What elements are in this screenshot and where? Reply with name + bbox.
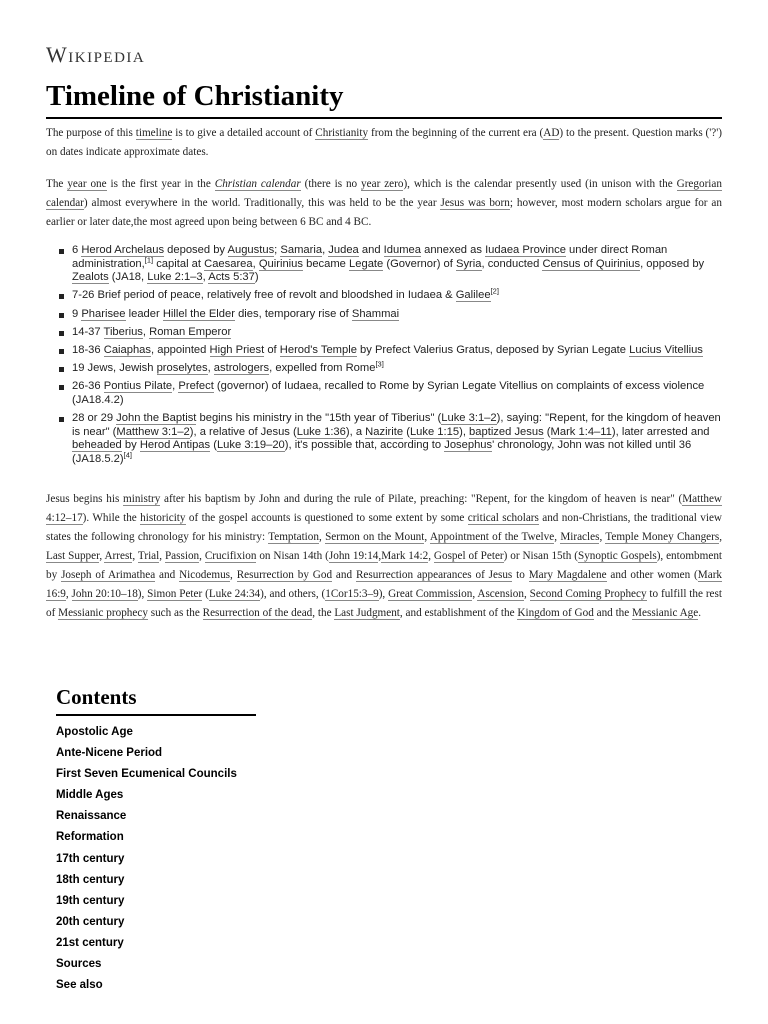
link-mark-1-4-11[interactable]: Mark 1:4–11 bbox=[550, 425, 612, 438]
link-prefect[interactable]: Prefect bbox=[178, 380, 214, 393]
link-matthew-3-1-2[interactable]: Matthew 3:1–2 bbox=[116, 425, 190, 438]
toc-item-18th-century[interactable]: 18th century bbox=[56, 873, 125, 886]
link-astrologers[interactable]: astrologers bbox=[213, 362, 270, 375]
list-item: 9 Pharisee leader Hillel the Elder dies, temporary rise of Shammai bbox=[58, 308, 722, 322]
link-luke-24-34[interactable]: Luke 24:34 bbox=[208, 588, 261, 600]
toc-item-ecumenical-councils[interactable]: First Seven Ecumenical Councils bbox=[56, 768, 237, 781]
link-1cor-15-3-9[interactable]: 1Cor15:3–9 bbox=[325, 588, 379, 600]
link-tiberius[interactable]: Tiberius bbox=[103, 325, 143, 338]
link-lucius-vitellius[interactable]: Lucius Vitellius bbox=[629, 343, 703, 356]
link-census-of-quirinius[interactable]: Census of Quirinius bbox=[542, 257, 641, 270]
link-resurrection-of-the-dead[interactable]: Resurrection of the dead bbox=[202, 607, 313, 619]
link-resurrection-appearances[interactable]: Resurrection appearances of Jesus bbox=[355, 569, 513, 581]
link-synoptic-gospels[interactable]: Synoptic Gospels bbox=[577, 550, 657, 562]
toc-item-17th-century[interactable]: 17th century bbox=[56, 852, 125, 865]
link-temptation[interactable]: Temptation bbox=[268, 531, 319, 543]
link-john-the-baptist[interactable]: John the Baptist bbox=[116, 412, 197, 425]
contents-heading: Contents bbox=[56, 684, 256, 716]
ministry-paragraph: Jesus begins his ministry after his baptism by John and during the rule of Pilate, preaching: "Repent, for the kingdom of heaven is near" (Matthew 4:12–17). While the historicity of the gospel accounts is questioned to some extent by some critical scholars and non-Christians, the traditional view states the following chronology for his ministry: Temptation, Sermon on the Mount, Appointment of the Twelve, Miracles, Temple Money Changers, Last Supper, Arrest, Trial, Passion, Crucifixion on Nisan 14th (John 19:14,Mark 14:2, Gospel of Peter) or Nisan 15th (Synoptic Gospels), entombment by Joseph of Arimathea and Nicodemus, Resurrection by God and Resurrection appearances of Jesus to Mary Magdalene and other women (Mark 16:9, John 20:10–18), Simon Peter (Luke 24:34), and others, (1Cor15:3–9), Great Commission, Ascension, Second Coming Prophecy to fulfill the rest of Messianic prophecy such as the Resurrection of the dead, the Last Judgment, and establishment of the Kingdom of God and the Messianic Age. bbox=[46, 493, 723, 619]
link-luke-1-15[interactable]: Luke 1:15 bbox=[409, 425, 460, 438]
toc-item-ante-nicene-period[interactable]: Ante-Nicene Period bbox=[56, 747, 163, 760]
link-appointment-of-the-twelve[interactable]: Appointment of the Twelve bbox=[429, 531, 555, 543]
citation-3[interactable]: [3] bbox=[375, 359, 384, 369]
citation-1[interactable]: [1] bbox=[144, 254, 154, 264]
link-pharisee[interactable]: Pharisee bbox=[81, 307, 126, 320]
link-matthew-4-12-17[interactable]: Matthew 4:12–17 bbox=[46, 493, 722, 524]
link-pontius-pilate[interactable]: Pontius Pilate bbox=[103, 380, 173, 393]
link-judea[interactable]: Judea bbox=[328, 244, 359, 256]
link-quirinius[interactable]: Quirinius bbox=[258, 257, 303, 270]
link-miracles[interactable]: Miracles bbox=[560, 531, 600, 543]
link-galilee[interactable]: Galilee bbox=[455, 289, 491, 302]
toc-item-renaissance[interactable]: Renaissance bbox=[56, 810, 127, 823]
toc-item-19th-century[interactable]: 19th century bbox=[56, 894, 125, 907]
year-one-paragraph: The year one is the first year in the Christian calendar (there is no year zero), which is the calendar presently used (in unison with the Gregorian calendar) almost everywhere in the world. Traditionally, this was held to be the year Jesus was born; however, most modern scholars argue for an earlier or later date,the most agreed upon being between 6 BC and 4 BC. bbox=[46, 178, 722, 228]
link-great-commission[interactable]: Great Commission bbox=[388, 588, 473, 600]
link-josephus[interactable]: Josephus bbox=[444, 439, 493, 452]
link-high-priest[interactable]: High Priest bbox=[209, 343, 265, 356]
link-christianity[interactable]: Christianity bbox=[315, 127, 369, 139]
link-resurrection-by-god[interactable]: Resurrection by God bbox=[236, 569, 333, 581]
link-shammai[interactable]: Shammai bbox=[351, 307, 400, 320]
link-mark-16-9[interactable]: Mark 16:9 bbox=[46, 569, 723, 600]
link-herod-archelaus[interactable]: Herod Archelaus bbox=[81, 244, 165, 256]
link-christian-calendar[interactable]: Christian calendar bbox=[214, 178, 301, 190]
link-crucifixion[interactable]: Crucifixion bbox=[204, 550, 257, 562]
toc-item-middle-ages[interactable]: Middle Ages bbox=[56, 789, 124, 802]
link-beheaded[interactable]: beheaded bbox=[72, 439, 122, 452]
link-messianic-prophecy[interactable]: Messianic prophecy bbox=[58, 607, 148, 619]
link-idumea[interactable]: Idumea bbox=[383, 244, 421, 256]
link-trial[interactable]: Trial bbox=[137, 550, 160, 562]
citation-2[interactable]: [2] bbox=[490, 286, 499, 296]
link-roman-emperor[interactable]: Roman Emperor bbox=[149, 325, 232, 338]
contents-list bbox=[56, 722, 256, 996]
link-caiaphas[interactable]: Caiaphas bbox=[103, 343, 152, 356]
link-samaria[interactable]: Samaria bbox=[280, 244, 323, 256]
list-item: 14-37 Tiberius, Roman Emperor bbox=[58, 326, 722, 340]
link-herods-temple[interactable]: Herod's Temple bbox=[279, 343, 357, 356]
list-item: 26-36 Pontius Pilate, Prefect (governor) of Iudaea, recalled to Rome by Syrian Legate Vitellius on complaints of excess violence (JA18.4.2) bbox=[58, 380, 722, 407]
link-proselytes[interactable]: proselytes bbox=[156, 362, 208, 375]
link-baptized-jesus[interactable]: baptized Jesus bbox=[469, 425, 544, 438]
link-year-zero[interactable]: year zero bbox=[361, 178, 404, 190]
link-ministry[interactable]: ministry bbox=[123, 493, 161, 505]
events-list bbox=[58, 244, 722, 471]
link-herod-antipas[interactable]: Herod Antipas bbox=[139, 439, 211, 452]
link-nicodemus[interactable]: Nicodemus bbox=[179, 569, 231, 581]
list-item: 18-36 Caiaphas, appointed High Priest of Herod's Temple by Prefect Valerius Gratus, deposed by Syrian Legate Lucius Vitellius bbox=[58, 344, 722, 358]
link-jesus-was-born[interactable]: Jesus was born bbox=[440, 197, 510, 209]
link-simon-peter[interactable]: Simon Peter bbox=[147, 588, 203, 600]
link-augustus[interactable]: Augustus bbox=[227, 244, 275, 256]
link-historicity[interactable]: historicity bbox=[140, 512, 186, 524]
link-critical-scholars[interactable]: critical scholars bbox=[467, 512, 539, 524]
link-timeline[interactable]: timeline bbox=[135, 127, 173, 139]
link-acts-5-37[interactable]: Acts 5:37 bbox=[208, 271, 255, 284]
toc-item-apostolic-age[interactable]: Apostolic Age bbox=[56, 726, 133, 738]
list-item: 6 Herod Archelaus deposed by Augustus; Samaria, Judea and Idumea annexed as Iudaea Province under direct Roman administration,[1] capital at Caesarea, Quirinius became Legate (Governor) of Syria, conducted Census of Quirinius, opposed by Zealots (JA18, Luke 2:1–3, Acts 5:37) bbox=[58, 244, 722, 285]
toc-item-see-also[interactable]: See also bbox=[56, 979, 103, 992]
toc-item-21st-century[interactable]: 21st century bbox=[56, 936, 124, 949]
link-caesarea[interactable]: Caesarea bbox=[204, 257, 253, 270]
link-gregorian-calendar[interactable]: Gregorian calendar bbox=[46, 178, 722, 209]
link-second-coming-prophecy[interactable]: Second Coming Prophecy bbox=[529, 588, 647, 600]
citation-4[interactable]: [4] bbox=[123, 450, 132, 460]
toc-item-20th-century[interactable]: 20th century bbox=[56, 915, 125, 928]
link-passion[interactable]: Passion bbox=[164, 550, 200, 562]
link-luke-3-1-2[interactable]: Luke 3:1–2 bbox=[441, 412, 497, 425]
link-last-judgment[interactable]: Last Judgment bbox=[334, 607, 400, 619]
link-hillel-the-elder[interactable]: Hillel the Elder bbox=[162, 307, 235, 320]
link-arrest[interactable]: Arrest bbox=[104, 550, 133, 562]
link-sermon-on-the-mount[interactable]: Sermon on the Mount bbox=[325, 531, 425, 543]
link-iudaea-province[interactable]: Iudaea Province bbox=[485, 244, 566, 256]
link-luke-3-19-20[interactable]: Luke 3:19–20 bbox=[216, 439, 285, 452]
link-luke-2-1-3[interactable]: Luke 2:1–3 bbox=[147, 271, 203, 284]
link-nazirite[interactable]: Nazirite bbox=[365, 425, 404, 438]
page-title: Timeline of Christianity bbox=[46, 78, 722, 119]
wikipedia-wordmark-logo[interactable]: Wikipedia bbox=[46, 42, 146, 67]
list-item: 7-26 Brief period of peace, relatively free of revolt and bloodshed in Iudaea & Galilee[2] bbox=[58, 289, 722, 303]
link-year-one[interactable]: year one bbox=[67, 178, 107, 190]
link-last-supper[interactable]: Last Supper bbox=[46, 550, 100, 562]
list-item: 19 Jews, Jewish proselytes, astrologers, expelled from Rome[3] bbox=[58, 362, 722, 376]
link-mark-14-2[interactable]: Mark 14:2 bbox=[381, 550, 429, 562]
table-of-contents bbox=[56, 684, 256, 996]
link-syria[interactable]: Syria bbox=[456, 257, 482, 270]
link-joseph-of-arimathea[interactable]: Joseph of Arimathea bbox=[61, 569, 156, 581]
toc-item-sources[interactable]: Sources bbox=[56, 958, 102, 971]
link-gospel-of-peter[interactable]: Gospel of Peter bbox=[433, 550, 504, 562]
link-mary-magdalene[interactable]: Mary Magdalene bbox=[528, 569, 607, 581]
link-temple-money-changers[interactable]: Temple Money Changers bbox=[605, 531, 720, 543]
intro-paragraph: The purpose of this timeline is to give a detailed account of Christianity from the beginning of the current era (AD) to the present. Question marks ('?') on dates indicate approximate dates. bbox=[46, 127, 722, 158]
link-messianic-age[interactable]: Messianic Age bbox=[632, 607, 699, 619]
list-item: 28 or 29 John the Baptist begins his ministry in the "15th year of Tiberius" (Luke 3:1–2), saying: "Repent, for the kingdom of heaven is near" (Matthew 3:1–2), a relative of Jesus (Luke 1:36), a Nazirite (Luke 1:15), baptized Jesus (Mark 1:4–11), later arrested and beheaded by Herod Antipas (Luke 3:19–20), it's possible that, according to Josephus' chronology, John was not killed until 36 (JA18.5.2)[4] bbox=[58, 412, 722, 466]
link-zealots[interactable]: Zealots bbox=[72, 271, 109, 284]
link-legate[interactable]: Legate bbox=[349, 257, 384, 270]
link-ad[interactable]: AD bbox=[543, 127, 560, 139]
link-luke-1-36[interactable]: Luke 1:36 bbox=[296, 425, 346, 438]
toc-item-reformation[interactable]: Reformation bbox=[56, 831, 124, 844]
link-john-19-14[interactable]: John 19:14 bbox=[328, 550, 379, 562]
link-kingdom-of-god[interactable]: Kingdom of God bbox=[517, 607, 594, 619]
link-ascension[interactable]: Ascension bbox=[477, 588, 524, 600]
link-john-20-10-18[interactable]: John 20:10–18 bbox=[71, 588, 138, 600]
